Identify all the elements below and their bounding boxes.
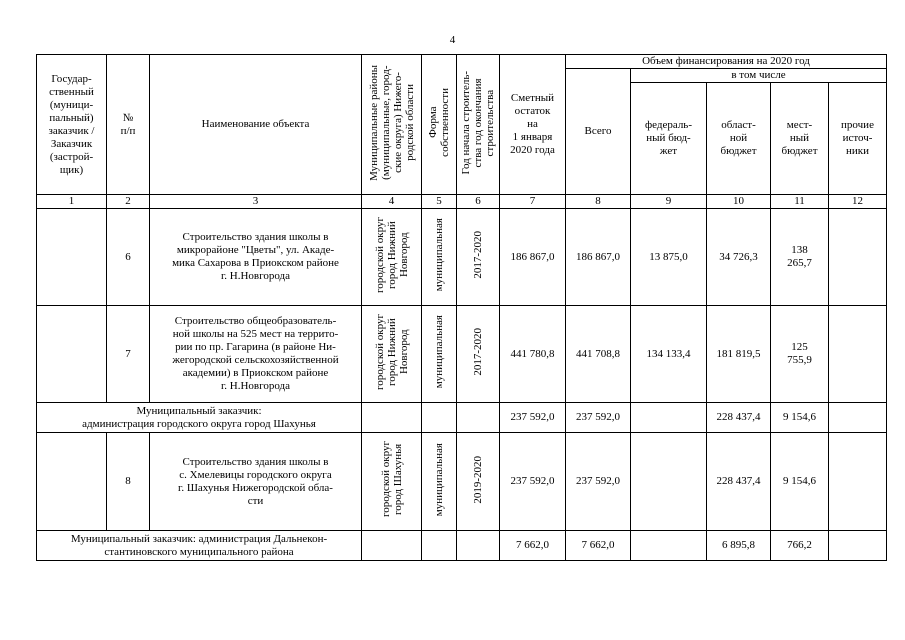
years: 2017-2020 (457, 209, 500, 306)
column-number: 4 (362, 195, 422, 209)
column-number: 1 (37, 195, 107, 209)
column-number: 10 (707, 195, 771, 209)
header-districts: Муниципальные районы (муниципальные, город- ские округа) Нижего- родской области (362, 55, 422, 195)
federal (631, 433, 707, 531)
column-number: 7 (500, 195, 566, 209)
header-federal: федераль- ный бюд- жет (631, 83, 707, 195)
column-number: 6 (457, 195, 500, 209)
object-name: Строительство здания школы в с. Хмелевицы городского округа г. Шахунья Нижегородской обла- сти (150, 433, 362, 531)
row-num: 6 (107, 209, 150, 306)
other (829, 306, 887, 403)
row-num: 8 (107, 433, 150, 531)
total: 441 708,8 (566, 306, 631, 403)
header-ownership: Форма собственности (422, 55, 457, 195)
total: 237 592,0 (566, 433, 631, 531)
column-number: 2 (107, 195, 150, 209)
regional: 228 437,4 (707, 433, 771, 531)
total: 7 662,0 (566, 531, 631, 561)
table-row (37, 433, 887, 531)
customer-cell (37, 306, 107, 403)
regional: 6 895,8 (707, 531, 771, 561)
regional: 181 819,5 (707, 306, 771, 403)
object-name: Строительство общеобразователь- ной школы на 525 мест на террито- рии по пр. Гагарина (в районе Ни- жегородской сельскохозяйственной академии) в Приокском районе г. Н.Новгорода (150, 306, 362, 403)
header-total: Всего (566, 69, 631, 195)
estimate: 7 662,0 (500, 531, 566, 561)
column-number: 9 (631, 195, 707, 209)
financing-table (36, 54, 887, 561)
header-customer: Государ- ственный (муници- пальный) заказчик / Заказчик (застрой- щик) (37, 55, 107, 195)
estimate: 186 867,0 (500, 209, 566, 306)
column-number: 8 (566, 195, 631, 209)
district: городской округ город Шахунья (362, 433, 422, 531)
header-local: мест- ный бюджет (771, 83, 829, 195)
column-numbers-row (37, 195, 887, 209)
header-other: прочие источ- ники (829, 83, 887, 195)
total: 237 592,0 (566, 403, 631, 433)
ownership: муниципальная (422, 209, 457, 306)
local: 9 154,6 (771, 433, 829, 531)
customer-label: Муниципальный заказчик: администрация городского округа город Шахунья (37, 403, 362, 433)
estimate: 441 780,8 (500, 306, 566, 403)
page-number: 4 (449, 34, 456, 46)
district: городской округ город Нижний Новгород (362, 306, 422, 403)
header-including: в том числе (631, 69, 887, 83)
table-row (37, 306, 887, 403)
estimate: 237 592,0 (500, 403, 566, 433)
object-name: Строительство здания школы в микрорайоне "Цветы", ул. Акаде- мика Сахарова в Приокском районе г. Н.Новгорода (150, 209, 362, 306)
column-number: 12 (829, 195, 887, 209)
local: 766,2 (771, 531, 829, 561)
header-num: № п/п (107, 55, 150, 195)
other (829, 433, 887, 531)
ownership: муниципальная (422, 433, 457, 531)
estimate: 237 592,0 (500, 433, 566, 531)
customer-row-dalnekonstantinovsky (37, 531, 887, 561)
row-num: 7 (107, 306, 150, 403)
customer-label: Муниципальный заказчик: администрация Дальнекон- стантиновского муниципального района (37, 531, 362, 561)
ownership: муниципальная (422, 306, 457, 403)
federal: 13 875,0 (631, 209, 707, 306)
table-row (37, 209, 887, 306)
local: 138 265,7 (771, 209, 829, 306)
header-funding: Объем финансирования на 2020 год (566, 55, 887, 69)
years: 2019-2020 (457, 433, 500, 531)
column-number: 5 (422, 195, 457, 209)
regional: 228 437,4 (707, 403, 771, 433)
column-number: 3 (150, 195, 362, 209)
local: 9 154,6 (771, 403, 829, 433)
regional: 34 726,3 (707, 209, 771, 306)
customer-row-shakhunya (37, 403, 887, 433)
years: 2017-2020 (457, 306, 500, 403)
other (829, 209, 887, 306)
district: городской округ город Нижний Новгород (362, 209, 422, 306)
header-regional: област- ной бюджет (707, 83, 771, 195)
column-number: 11 (771, 195, 829, 209)
local: 125 755,9 (771, 306, 829, 403)
header-estimate: Сметный остаток на 1 января 2020 года (500, 55, 566, 195)
header-object-name: Наименование объекта (150, 55, 362, 195)
customer-cell (37, 209, 107, 306)
federal: 134 133,4 (631, 306, 707, 403)
header-years: Год начала строитель- ства год окончания строительства (457, 55, 500, 195)
total: 186 867,0 (566, 209, 631, 306)
customer-cell (37, 433, 107, 531)
